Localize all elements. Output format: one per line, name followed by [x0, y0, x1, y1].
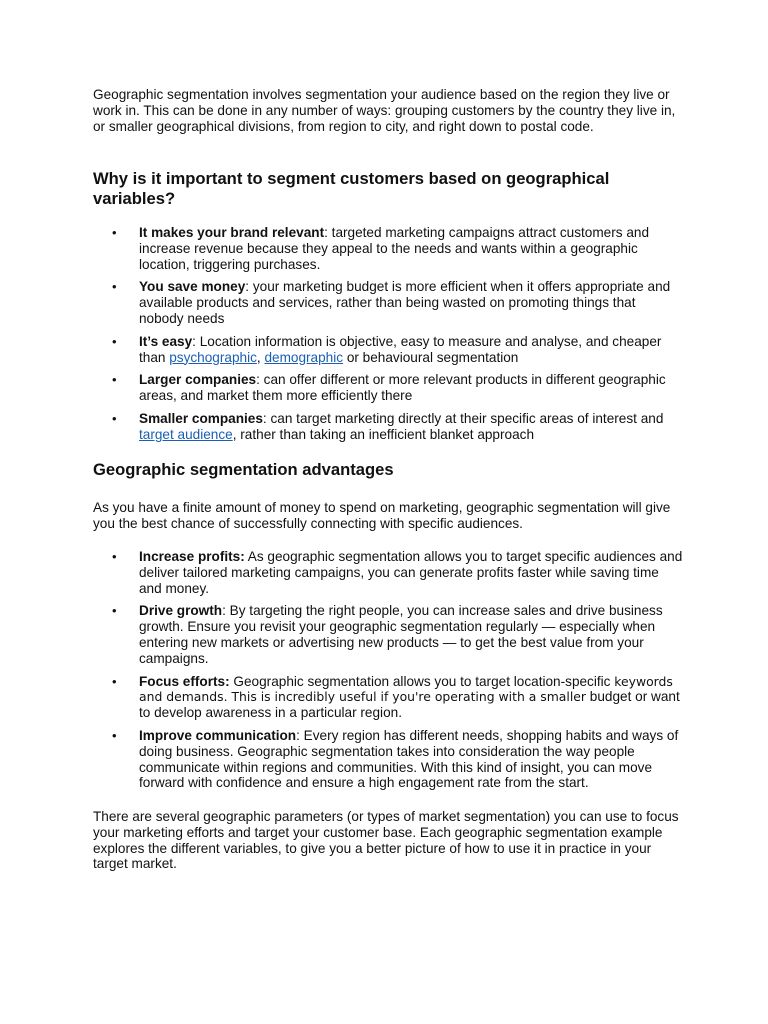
item-text: : Location information is objective, easy to measure and analyse, and cheaper than [139, 333, 662, 365]
list-item [93, 372, 683, 404]
item-text: or behavioural segmentation [343, 349, 519, 365]
item-text: As geographic segmentation allows you to target specific audiences and deliver tailored marketing campaigns, you can generate profits faster while saving time and money. [139, 549, 683, 596]
list-item [93, 674, 683, 721]
list-item [93, 603, 683, 666]
item-text: budget or want to develop awareness in a particular region. [139, 689, 680, 721]
item-text: : can offer different or more relevant products in different geographic areas, and market them more efficiently there [139, 372, 666, 404]
intro-paragraph: Geographic segmentation involves segmentation your audience based on the region they live or work in. This can be done in any number of ways: grouping customers by the country they live in, or smaller geographical divisions, from region to city, and right down to postal code. [93, 87, 676, 134]
item-text: : your marketing budget is more efficient when it offers appropriate and available products and services, rather than being wasted on promoting things that nobody needs [139, 279, 671, 326]
item-text: : can target marketing directly at their specific areas of interest and [262, 410, 664, 426]
item-text: keywords and demands. This is incredibly useful if you're operating with a smaller [139, 673, 673, 705]
item-bold-label: Smaller companies [139, 410, 263, 426]
item-text: : Every region has different needs, shopping habits and ways of doing business. Geographic segmentation takes into consideration the way people communicate within regions and communities. With this kind of insight, you can move forward with confidence and ensure a high engagement rate from the start. [139, 727, 679, 791]
item-bold-label: It makes your brand relevant [139, 225, 325, 240]
item-bold-label: Increase profits: [139, 549, 245, 564]
item-bold-label: Focus efforts: [139, 673, 230, 689]
list-item [93, 279, 683, 326]
item-bold-label: You save money [139, 279, 246, 295]
heading-why-important: Why is it important to segment customers based on geographical variables? [93, 169, 610, 208]
list-item [93, 549, 683, 596]
link-psychographic[interactable]: psychographic [169, 349, 257, 365]
item-bold-label: Drive growth [139, 603, 223, 619]
list-item [93, 334, 683, 366]
list-item [93, 728, 683, 791]
link-target-audience[interactable]: target audience [139, 426, 233, 442]
list-item [93, 225, 683, 272]
item-text: , [256, 349, 265, 365]
item-bold-label: Larger companies [139, 372, 257, 388]
advantages-intro-paragraph: As you have a finite amount of money to spend on marketing, geographic segmentation will give you the best chance of successfully connecting with specific audiences. [93, 500, 671, 531]
item-bold-label: Improve communication [139, 727, 297, 743]
reasons-list [93, 225, 683, 443]
item-text: : By targeting the right people, you can increase sales and drive business growth. Ensure you revisit your geographic segmentation regularly — especially when entering new markets or advertising new products — to get the best value from your campaigns. [139, 603, 663, 666]
item-text: Geographic segmentation allows you to target location-specific [229, 673, 615, 689]
advantages-list [93, 549, 683, 791]
item-text: , rather than taking an inefficient blanket approach [232, 426, 534, 442]
closing-paragraph: There are several geographic parameters (or types of market segmentation) you can use to focus your marketing efforts and target your customer base. Each geographic segmentation example explores the different variables, to give you a better picture of how to use it in practice in your target market. [93, 809, 679, 872]
item-text: : targeted marketing campaigns attract customers and increase revenue because they appeal to the needs and wants within a geographic location, triggering purchases. [139, 225, 650, 272]
list-item [93, 411, 683, 443]
heading-advantages: Geographic segmentation advantages [93, 460, 394, 479]
link-demographic[interactable]: demographic [264, 349, 344, 365]
item-bold-label: It’s easy [139, 333, 193, 349]
